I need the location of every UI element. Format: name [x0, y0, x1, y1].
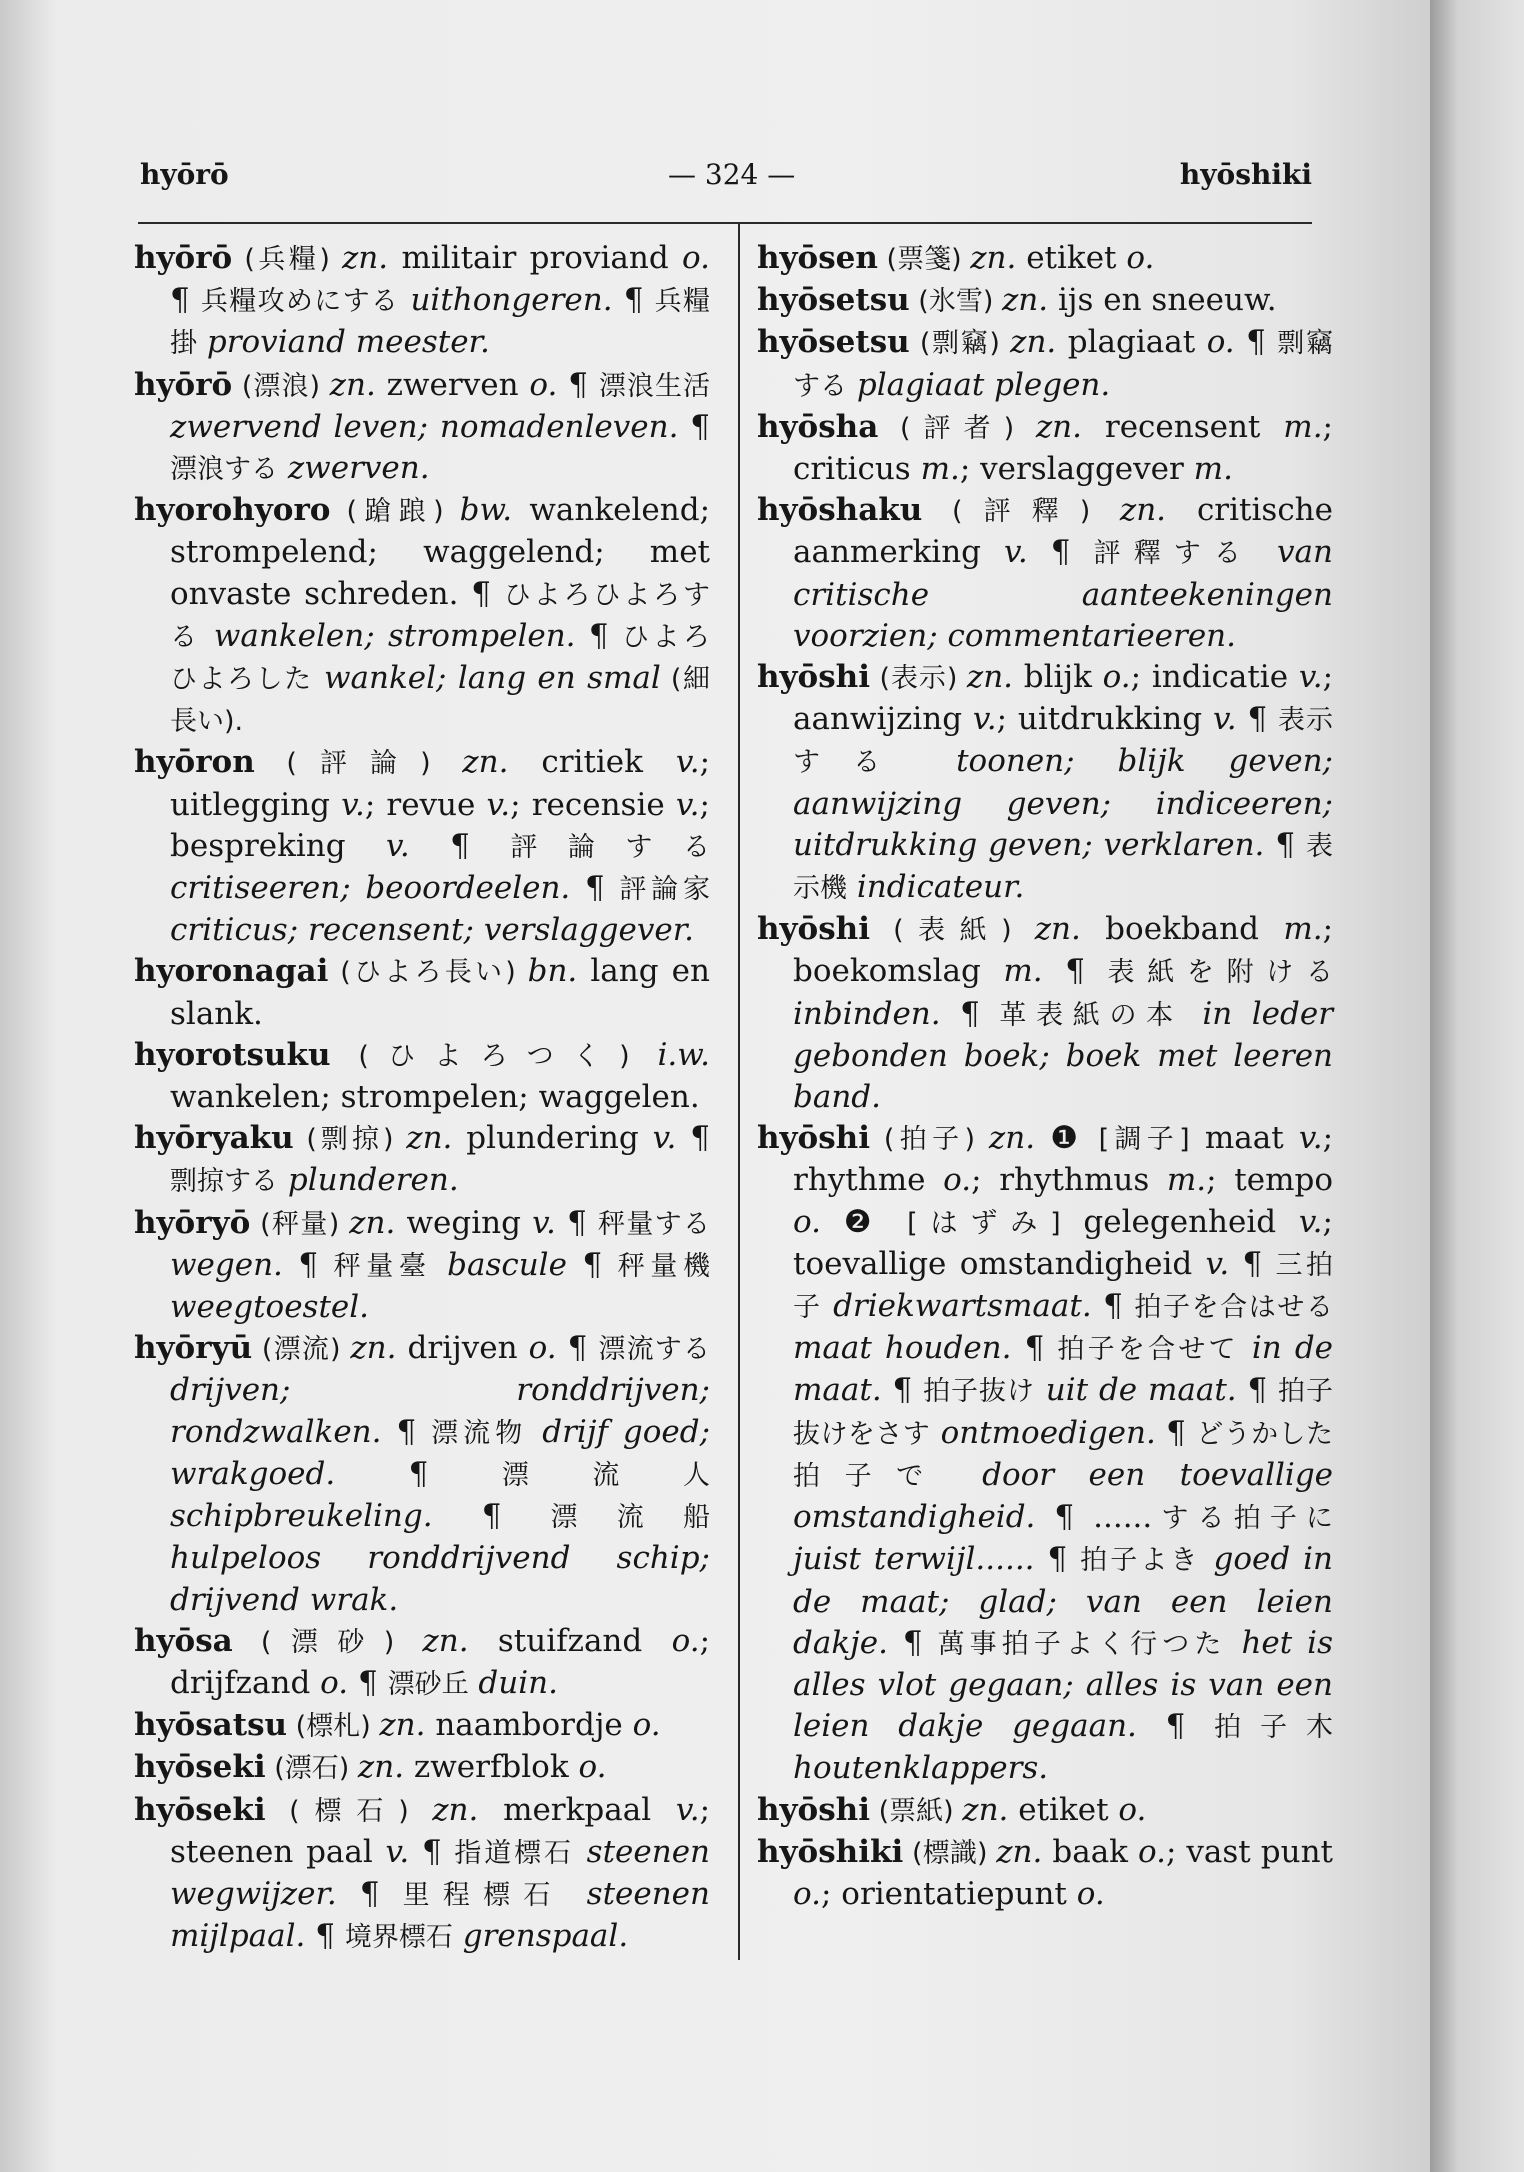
translation: juist terwijl......: [793, 1541, 1035, 1578]
japanese-text: 評釋する: [1093, 538, 1255, 570]
headword: hyōsa: [134, 1622, 233, 1659]
japanese-text: (評者): [878, 412, 1036, 444]
translation: toonen; blijk geven; aanwijzing geven; indiceeren; uitdrukking geven; verklaren.: [793, 743, 1333, 863]
definition-text: ¶: [1042, 953, 1108, 990]
translation: maat houden.: [793, 1330, 1012, 1367]
japanese-text: (剽掠): [293, 1124, 407, 1156]
japanese-text: 兵糧掛: [170, 286, 711, 360]
definition-text: critische aanmerking: [793, 492, 1333, 571]
part-of-speech: zn.: [329, 366, 376, 403]
dictionary-entry: [757, 280, 1333, 322]
japanese-text: 萬事拍子よく行つた: [937, 1628, 1227, 1660]
part-of-speech: zn.: [422, 1622, 469, 1659]
japanese-text: 漂流船: [550, 1502, 710, 1534]
japanese-text: 秤量機: [617, 1250, 711, 1282]
part-of-speech: v.: [1004, 534, 1028, 571]
dictionary-entry: [134, 1790, 710, 1959]
part-of-speech: v.: [385, 1833, 410, 1870]
part-of-speech: zn.: [432, 1791, 479, 1828]
part-of-speech: zn.: [341, 240, 389, 276]
translation: in leder gebonden boek; boek met leeren band.: [793, 995, 1334, 1116]
translation: weegtoestel.: [170, 1289, 370, 1326]
part-of-speech: zn.: [1035, 408, 1082, 445]
column-divider: [738, 222, 740, 1960]
part-of-speech: zn.: [379, 1707, 426, 1744]
definition-text: ; recensie: [510, 786, 676, 823]
definition-text: ¶: [1236, 701, 1279, 738]
dictionary-entry: [757, 238, 1333, 280]
translation: proviand meester.: [197, 324, 490, 361]
definition-text: ¶: [556, 1330, 599, 1367]
japanese-text: 評論する: [510, 831, 710, 863]
headword: hyōrō: [134, 240, 233, 276]
definition-text: zwerfblok: [404, 1749, 579, 1786]
dictionary-entry: [757, 909, 1333, 1118]
part-of-speech: o.: [1137, 1833, 1166, 1870]
definition-text: maat: [1189, 1120, 1299, 1157]
definition-text: ; tempo: [1206, 1162, 1333, 1199]
translation: plunderen.: [278, 1162, 459, 1199]
japanese-text: (漂浪): [232, 370, 330, 402]
translation: zwerven.: [278, 450, 430, 487]
japanese-text: 漂浪生活: [598, 370, 710, 402]
dictionary-entry: [134, 951, 710, 1034]
headword: hyōseki: [134, 1791, 266, 1828]
headword: hyōryū: [134, 1330, 253, 1367]
japanese-text: (兵糧): [232, 244, 342, 275]
japanese-text: (氷雪): [909, 286, 1002, 318]
japanese-text: 漂流物: [431, 1417, 528, 1449]
definition-text: ; boekomslag: [793, 911, 1334, 990]
part-of-speech: m.: [1193, 451, 1233, 488]
part-of-speech: m.: [1003, 953, 1043, 990]
part-of-speech: m.: [1166, 1162, 1207, 1199]
headword: hyōshaku: [757, 492, 923, 529]
headword: hyōsetsu: [757, 282, 910, 319]
part-of-speech: v.: [341, 786, 365, 823]
part-of-speech: o.: [793, 1203, 821, 1240]
translation: uit de maat.: [1034, 1372, 1237, 1409]
translation: drijven; ronddrijven; rondzwalken.: [170, 1372, 710, 1450]
translation: wankelen; strompelen.: [200, 617, 576, 654]
definition-text: boekband: [1080, 911, 1284, 948]
definition-text: ¶: [1034, 1541, 1081, 1578]
japanese-text: (標札): [287, 1711, 380, 1743]
dictionary-entry: [757, 1790, 1333, 1832]
definition-text: ; aanwijzing: [793, 659, 1334, 738]
part-of-speech: bn.: [527, 953, 578, 990]
part-of-speech: zn.: [349, 1204, 396, 1241]
definition-text: ¶: [557, 366, 599, 403]
definition-text: ¶: [409, 827, 511, 864]
dictionary-entry: [134, 490, 710, 742]
part-of-speech: zn.: [1034, 911, 1081, 948]
dictionary-entry: [757, 1832, 1333, 1915]
dictionary-entry: [757, 657, 1333, 909]
translation: plagiaat plegen.: [847, 366, 1111, 403]
japanese-text: 境界標石: [344, 1922, 453, 1954]
running-head-last-word: hyōshiki: [1179, 158, 1312, 191]
header-rule: [138, 222, 1312, 224]
dictionary-entry: [757, 490, 1333, 657]
definition-text: etiket: [1008, 1791, 1119, 1828]
dictionary-entry: [134, 1705, 710, 1747]
headword: hyōryō: [134, 1204, 251, 1241]
japanese-text: 拍子を合はせる: [1134, 1292, 1334, 1324]
part-of-speech: o.: [1206, 324, 1235, 361]
translation: hulpeloos ronddrijvend schip; drijvend wrak.: [170, 1540, 710, 1618]
dictionary-entry: [134, 1203, 710, 1329]
definition-text: ¶: [170, 282, 201, 319]
japanese-text: 表示する: [793, 705, 1333, 779]
part-of-speech: v.: [675, 1791, 700, 1828]
definition-text: ; vast punt: [1165, 1833, 1333, 1870]
japanese-text: 漂流する: [598, 1334, 711, 1366]
definition-text: stuifzand: [468, 1622, 672, 1659]
running-head-first-word: hyōrō: [140, 158, 229, 191]
japanese-text: (標石): [265, 1795, 433, 1827]
left-column: [134, 238, 710, 1958]
definition-text: zwerven: [375, 366, 530, 403]
part-of-speech: v.: [675, 744, 700, 781]
definition-text: ¶: [570, 870, 620, 907]
definition-text: ¶ ......: [1035, 1499, 1153, 1536]
definition-text: ¶: [1229, 1245, 1276, 1282]
definition-text: ❷: [820, 1203, 908, 1240]
part-of-speech: o.: [578, 1749, 607, 1786]
part-of-speech: zn.: [350, 1330, 397, 1367]
headword: hyōryaku: [134, 1120, 294, 1157]
definition-text: baak: [1042, 1833, 1138, 1870]
japanese-text: ひよろひよろする: [170, 579, 710, 653]
definition-text: merkpaal: [478, 1791, 676, 1828]
dictionary-entry: [134, 1035, 710, 1118]
translation: grenspaal.: [452, 1918, 629, 1955]
japanese-text: [調子]: [1098, 1124, 1190, 1156]
definition-text: ¶: [566, 1246, 618, 1283]
dictionary-entry: [757, 322, 1333, 406]
japanese-text: (蹌踉): [330, 496, 460, 528]
japanese-text: (標識): [903, 1837, 997, 1869]
definition-text: ¶: [1264, 826, 1306, 863]
part-of-speech: o.: [632, 1707, 661, 1744]
japanese-text: (ひよろつく): [330, 1040, 658, 1072]
part-of-speech: o.: [529, 366, 558, 403]
definition-text: ; drijfzand: [170, 1622, 711, 1701]
headword: hyōseki: [134, 1749, 266, 1786]
japanese-text: (票箋): [877, 244, 971, 275]
part-of-speech: o.: [671, 1622, 700, 1659]
book-spine-shadow: [1430, 0, 1524, 2172]
part-of-speech: zn.: [1119, 492, 1167, 529]
japanese-text: (細長い).: [170, 664, 710, 738]
definition-text: ¶: [1236, 1372, 1279, 1409]
part-of-speech: v.: [1205, 1245, 1230, 1282]
headword: hyorohyoro: [134, 492, 331, 529]
definition-text: ¶: [409, 1833, 455, 1870]
translation: drijf goed; wrakgoed.: [170, 1413, 711, 1492]
part-of-speech: zn.: [970, 240, 1017, 276]
japanese-text: (漂砂): [232, 1626, 423, 1658]
headword: hyōron: [134, 744, 255, 781]
translation: driekwartsmaat.: [821, 1288, 1092, 1325]
japanese-text: 漂浪する: [170, 454, 278, 486]
dictionary-entry: [757, 1118, 1333, 1789]
page-number: — 324 —: [668, 158, 796, 191]
part-of-speech: zn.: [996, 1833, 1043, 1870]
japanese-text: 漂砂丘: [387, 1668, 469, 1700]
japanese-text: (表示): [870, 663, 967, 695]
part-of-speech: o.: [1102, 659, 1131, 696]
japanese-text: 剽掠する: [170, 1166, 278, 1198]
part-of-speech: v.: [386, 827, 410, 864]
japanese-text: 剽竊する: [793, 328, 1334, 402]
dictionary-entry: [134, 1747, 710, 1789]
part-of-speech: zn.: [1001, 282, 1049, 319]
part-of-speech: o.: [1118, 1791, 1147, 1828]
translation: schipbreukeling.: [170, 1498, 433, 1535]
translation: bascule: [431, 1246, 567, 1283]
part-of-speech: v.: [1298, 659, 1323, 696]
japanese-text: どうかした拍子で: [793, 1418, 1333, 1492]
definition-text: ❶: [1035, 1120, 1099, 1157]
japanese-text: 拍子よき: [1080, 1545, 1201, 1577]
translation: het is alles vlot gegaan; alles is van een leien dakje gegaan.: [793, 1624, 1334, 1745]
part-of-speech: o.: [1126, 240, 1155, 276]
japanese-text: (秤量): [250, 1208, 350, 1240]
definition-text: gelegenheid: [1060, 1203, 1299, 1240]
part-of-speech: o.: [528, 1330, 557, 1367]
translation: ontmoedigen.: [930, 1414, 1156, 1451]
definition-text: ; orientatiepunt: [820, 1875, 1077, 1912]
definition-text: plundering: [452, 1120, 653, 1157]
translation: duin.: [468, 1664, 558, 1701]
headword: hyōrō: [134, 366, 233, 403]
definition-text: ; toevallige omstandigheid: [793, 1203, 1333, 1282]
headword: hyōsatsu: [134, 1707, 288, 1744]
japanese-text: 漂流人: [501, 1459, 711, 1491]
japanese-text: (表紙): [870, 915, 1035, 947]
translation: goed in de maat; glad; van een leien dakje.: [793, 1541, 1334, 1661]
japanese-text: 拍子抜け: [923, 1376, 1035, 1408]
translation: zwervend leven; nomadenleven.: [170, 408, 679, 445]
definition-text: wankelend; strompelend; waggelend; met onvaste schreden. ¶: [170, 492, 711, 612]
definition-text: ¶: [335, 1455, 502, 1492]
headword: hyoronagai: [134, 953, 329, 990]
part-of-speech: v.: [652, 1120, 677, 1157]
japanese-text: (評論): [254, 748, 463, 780]
japanese-text: 兵糧攻めにする: [200, 286, 400, 318]
definition-text: wankelen; strompelen; waggelen.: [170, 1079, 700, 1116]
definition-text: ; indicatie: [1130, 659, 1299, 696]
definition-text: ¶: [555, 1204, 598, 1241]
definition-text: etiket: [1016, 240, 1127, 276]
translation: wegen.: [170, 1246, 283, 1283]
definition-text: ; bespreking: [170, 786, 710, 864]
translation: indicateur.: [847, 869, 1025, 906]
part-of-speech: zn.: [406, 1120, 453, 1157]
part-of-speech: v.: [532, 1204, 556, 1241]
definition-text: ¶: [1155, 1414, 1197, 1451]
definition-text: ¶: [1011, 1330, 1058, 1367]
translation: van critische aanteekeningen voorzien; commentarieeren.: [793, 534, 1333, 654]
japanese-text: (評釋): [922, 496, 1120, 528]
part-of-speech: m.: [1283, 408, 1323, 445]
part-of-speech: v.: [1298, 1120, 1323, 1157]
japanese-text: 秤量臺: [333, 1250, 432, 1282]
definition-text: drijven: [396, 1330, 529, 1367]
part-of-speech: v.: [675, 786, 700, 823]
definition-text: ¶: [575, 617, 622, 654]
japanese-text: (剽竊): [909, 328, 1011, 360]
japanese-text: 評論家: [619, 874, 711, 906]
definition-text: ¶: [348, 1664, 388, 1701]
definition-text: ; verslaggever: [959, 451, 1194, 488]
japanese-text: (拍子): [870, 1124, 989, 1156]
headword: hyorotsuku: [134, 1036, 331, 1073]
part-of-speech: v.: [1298, 1203, 1323, 1240]
headword: hyōshiki: [757, 1833, 904, 1870]
translation: uithongeren.: [399, 282, 613, 319]
japanese-text: 秤量する: [597, 1208, 710, 1240]
definition-text: ; steenen paal: [170, 1791, 711, 1870]
part-of-speech: m.: [1283, 911, 1323, 948]
part-of-speech: o.: [943, 1162, 972, 1199]
dictionary-entry: [757, 407, 1333, 490]
part-of-speech: o.: [793, 1875, 821, 1912]
definition-text: ¶: [336, 1875, 403, 1912]
definition-text: ¶: [881, 1372, 924, 1409]
definition-text: ; rhythme: [793, 1120, 1334, 1199]
dictionary-entry: [134, 1621, 710, 1705]
dictionary-entry: [134, 1328, 710, 1620]
translation: critiseeren; beoordeelen.: [170, 870, 571, 907]
translation: inbinden.: [793, 995, 941, 1032]
japanese-text: 革表紙の本: [999, 999, 1183, 1031]
definition-text: ¶: [282, 1246, 334, 1283]
japanese-text: (ひよろ長い): [328, 957, 528, 989]
definition-text: ; criticus: [793, 408, 1333, 488]
translation: wankel; lang en smal: [312, 660, 661, 697]
japanese-text: する拍子に: [1152, 1503, 1334, 1535]
part-of-speech: o.: [320, 1664, 349, 1701]
headword: hyōshi: [757, 1120, 870, 1157]
headword: hyōshi: [757, 659, 870, 696]
headword: hyōsetsu: [757, 324, 910, 361]
part-of-speech: zn.: [988, 1120, 1036, 1157]
headword: hyōsen: [757, 240, 878, 276]
definition-text: blijk: [1013, 659, 1103, 696]
translation: steenen mijlpaal.: [170, 1875, 710, 1955]
right-column: [757, 238, 1333, 1915]
part-of-speech: zn.: [462, 744, 509, 781]
part-of-speech: v.: [486, 786, 511, 823]
definition-text: ; uitlegging: [170, 744, 711, 823]
japanese-text: 拍子を合せて: [1057, 1334, 1239, 1366]
definition-text: ijs en sneeuw.: [1048, 282, 1277, 319]
part-of-speech: m.: [920, 451, 960, 488]
japanese-text: (漂流): [252, 1334, 351, 1366]
definition-text: ¶: [940, 995, 1000, 1032]
part-of-speech: zn.: [357, 1749, 405, 1786]
part-of-speech: v.: [1212, 701, 1237, 738]
headword: hyōshi: [757, 911, 870, 948]
definition-text: weging: [395, 1204, 533, 1241]
running-head: [140, 158, 1312, 198]
definition-text: ; revue: [364, 786, 487, 823]
definition-text: recensent: [1081, 408, 1284, 445]
definition-text: ¶: [678, 408, 711, 445]
japanese-text: 表紙を附ける: [1107, 957, 1334, 989]
part-of-speech: i.w.: [657, 1036, 710, 1073]
japanese-text: 三拍子: [793, 1249, 1333, 1324]
part-of-speech: zn.: [962, 1791, 1009, 1828]
part-of-speech: v.: [972, 701, 997, 738]
part-of-speech: zn.: [1010, 324, 1057, 361]
definition-text: plagiaat: [1056, 324, 1207, 361]
definition-text: ¶: [432, 1498, 551, 1535]
japanese-text: 拍子抜けをさす: [793, 1376, 1334, 1450]
part-of-speech: bw.: [459, 492, 513, 529]
japanese-text: (票紙): [870, 1795, 963, 1827]
definition-text: ; uitdrukking: [996, 701, 1213, 738]
definition-text: ¶: [887, 1624, 938, 1661]
japanese-text: (漂石): [265, 1753, 358, 1785]
japanese-text: 拍子木: [1214, 1712, 1333, 1744]
definition-text: ¶: [305, 1918, 345, 1955]
dictionary-entry: [134, 238, 710, 365]
definition-text: ¶: [1091, 1288, 1135, 1325]
japanese-text: 指道標石: [454, 1837, 574, 1869]
japanese-text: 里程標石: [402, 1879, 564, 1911]
definition-text: lang en slank.: [170, 953, 710, 1032]
definition-text: naambordje: [425, 1707, 633, 1744]
translation: criticus; recensent; verslaggever.: [170, 912, 694, 949]
definition-text: ¶: [676, 1120, 710, 1157]
headword: hyōsha: [757, 408, 879, 445]
definition-text: ¶: [1136, 1708, 1215, 1745]
translation: door een toevallige omstandigheid.: [793, 1456, 1334, 1536]
definition-text: ¶: [1234, 324, 1278, 361]
dictionary-entry: [134, 742, 710, 951]
definition-text: ¶: [612, 282, 655, 319]
dictionary-entry: [134, 365, 710, 491]
definition-text: ; rhythmus: [971, 1162, 1167, 1199]
japanese-text: 表示機: [793, 830, 1333, 905]
translation: in de maat.: [793, 1330, 1334, 1409]
definition-text: ¶: [1027, 534, 1094, 571]
definition-text: ¶: [381, 1413, 432, 1450]
headword: hyōshi: [757, 1791, 870, 1828]
translation: steenen wegwijzer.: [170, 1833, 711, 1912]
japanese-text: ひよろひよろした: [170, 621, 711, 696]
part-of-speech: o.: [682, 240, 710, 276]
translation: houtenklappers.: [793, 1750, 1049, 1787]
japanese-text: [はずみ]: [907, 1207, 1061, 1239]
dictionary-entry: [134, 1118, 710, 1202]
part-of-speech: o.: [1076, 1875, 1105, 1912]
part-of-speech: zn.: [966, 659, 1014, 696]
definition-text: critiek: [508, 744, 676, 781]
definition-text: militair proviand: [388, 240, 683, 276]
